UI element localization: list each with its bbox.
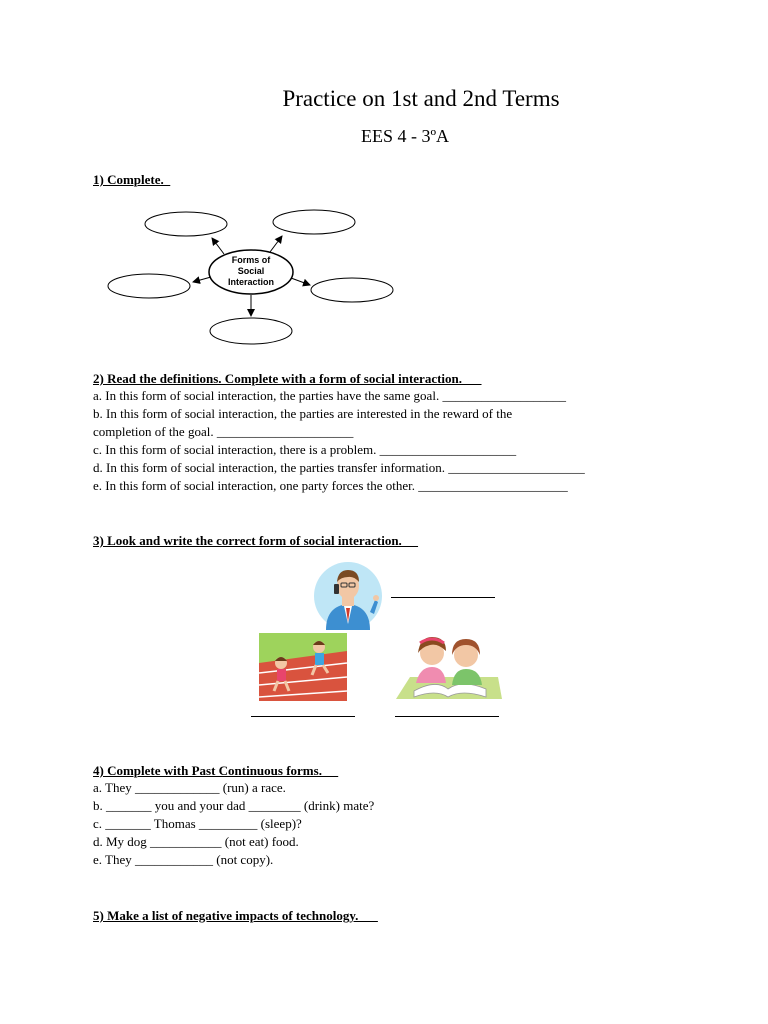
- section2-heading: 2) Read the definitions. Complete with a form of social interaction.: [93, 371, 482, 386]
- definition-e: e. In this form of social interaction, one party forces the other. _______________________: [93, 478, 568, 493]
- answer-line-reading[interactable]: [395, 716, 499, 717]
- past-continuous-c: c. _______ Thomas _________ (sleep)?: [93, 816, 302, 831]
- children-racing-image: [259, 633, 347, 701]
- definition-b-cont: completion of the goal. _____________________: [93, 424, 354, 439]
- definition-c: c. In this form of social interaction, there is a problem. _____________________: [93, 442, 517, 457]
- section5-heading: 5) Make a list of negative impacts of technology.: [93, 908, 378, 923]
- center-label-line3: Interaction: [227, 277, 275, 287]
- answer-oval-bottom[interactable]: [210, 318, 292, 344]
- center-label-line2: Social: [237, 266, 265, 276]
- section4-heading: 4) Complete with Past Continuous forms.: [93, 763, 339, 778]
- section3-heading: 3) Look and write the correct form of social interaction.: [93, 533, 419, 548]
- answer-oval-top-right[interactable]: [273, 210, 355, 234]
- arrow-left: [193, 277, 211, 282]
- past-continuous-d: d. My dog ___________ (not eat) food.: [93, 834, 299, 849]
- social-interaction-diagram: [100, 200, 410, 350]
- page-title: Practice on 1st and 2nd Terms: [282, 86, 560, 111]
- children-reading-image: [390, 633, 504, 703]
- answer-oval-right[interactable]: [311, 278, 393, 302]
- definition-a: a. In this form of social interaction, the parties have the same goal. ___________________: [93, 388, 566, 403]
- arrow-top-right: [270, 236, 282, 252]
- past-continuous-b: b. _______ you and your dad ________ (drink) mate?: [93, 798, 375, 813]
- center-label-line1: Forms of: [231, 255, 271, 265]
- definition-b: b. In this form of social interaction, the parties are interested in the reward of the: [93, 406, 513, 421]
- past-continuous-e: e. They ____________ (not copy).: [93, 852, 274, 867]
- answer-oval-top-left[interactable]: [145, 212, 227, 236]
- section1-heading: 1) Complete.: [93, 172, 171, 187]
- answer-line-race[interactable]: [251, 716, 355, 717]
- answer-oval-left[interactable]: [108, 274, 190, 298]
- man-on-phone-image: [312, 562, 384, 630]
- past-continuous-a: a. They _____________ (run) a race.: [93, 780, 286, 795]
- page-subtitle: EES 4 - 3ºA: [360, 126, 450, 146]
- arrow-top-left: [212, 238, 224, 254]
- answer-line-phone[interactable]: [391, 597, 495, 598]
- arrow-right: [291, 278, 310, 285]
- definition-d: d. In this form of social interaction, the parties transfer information. _____________________: [93, 460, 585, 475]
